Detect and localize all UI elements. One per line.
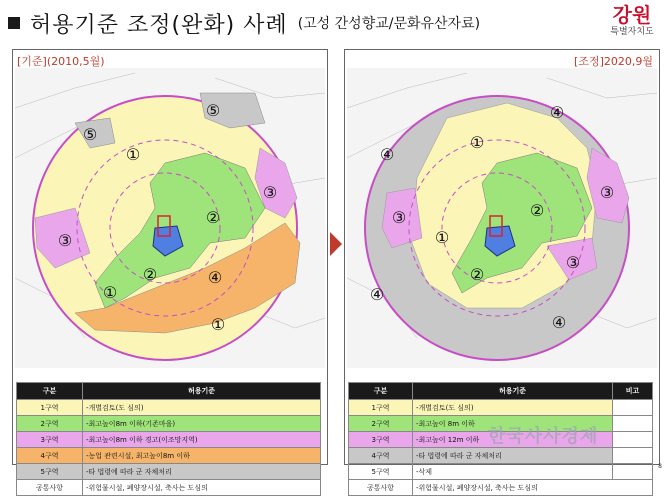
criteria-cell: -개별검토(도 심의) xyxy=(83,400,321,416)
zone-label-2a: ② xyxy=(205,208,221,227)
remarks-cell xyxy=(613,416,653,432)
zone-label-2b: ② xyxy=(142,265,158,284)
zone-label-5a: ⑤ xyxy=(205,101,221,120)
panel-before-label: [기준](2010,5월) xyxy=(17,55,105,68)
zone-label-2a: ② xyxy=(529,201,545,220)
table-row xyxy=(17,480,321,496)
zone-label-5b: ⑤ xyxy=(82,125,98,144)
criteria-cell: -농업 관련시설, 최고높이8m 이하 xyxy=(83,448,321,464)
zone-cell: 5구역 xyxy=(17,464,83,480)
zone-label-1b: ① xyxy=(102,283,118,302)
zoning-map-after xyxy=(347,68,657,368)
zone-cell: 5구역 xyxy=(349,464,413,480)
zone-cell: 4구역 xyxy=(349,448,413,464)
zone-label-1c: ① xyxy=(210,315,226,334)
zone-cell: 2구역 xyxy=(17,416,83,432)
zone-label-1b: ① xyxy=(434,228,450,247)
table-header-row xyxy=(349,383,653,400)
criteria-table-before xyxy=(16,382,321,496)
table-header-row xyxy=(17,383,321,400)
zone-cell: 2구역 xyxy=(349,416,413,432)
zone-cell: 4구역 xyxy=(17,448,83,464)
remarks-cell xyxy=(613,448,653,464)
zone-label-3c: ③ xyxy=(565,253,581,272)
criteria-cell: -위험물시설, 폐양장시설, 축사는 도심의 xyxy=(413,480,653,496)
logo-sub: 특별자치도 xyxy=(610,27,654,37)
zone-label-4b: ④ xyxy=(549,103,565,122)
zone-cell: 3구역 xyxy=(17,432,83,448)
criteria-cell: -타 법령에 따라 군 자체처리 xyxy=(83,464,321,480)
criteria-cell: -최고높이8m 이하(기존마을) xyxy=(83,416,321,432)
panel-after xyxy=(344,49,660,492)
table-header-zone: 구분 xyxy=(349,383,413,400)
zone-label-4a: ④ xyxy=(207,268,223,287)
zone-label-1a: ① xyxy=(125,145,141,164)
table-row xyxy=(349,400,653,416)
gangwon-logo xyxy=(610,4,654,46)
table-row xyxy=(17,432,321,448)
table-header-criteria: 허용기준 xyxy=(413,383,613,400)
table-row xyxy=(17,416,321,432)
criteria-cell: -위험물시설, 폐양장시설, 축사는 도심의 xyxy=(83,480,321,496)
zone-label-3a: ③ xyxy=(262,183,278,202)
zone-label-3b: ③ xyxy=(391,208,407,227)
panel-before xyxy=(12,49,328,492)
table-header-criteria: 허용기준 xyxy=(83,383,321,400)
table-header-zone: 구분 xyxy=(17,383,83,400)
title-bullet-icon xyxy=(8,17,20,29)
zone-label-3b: ③ xyxy=(57,231,73,250)
zone-cell: 공통사항 xyxy=(349,480,413,496)
zone-label-4a: ④ xyxy=(379,145,395,164)
zoning-map-before xyxy=(15,68,325,368)
zone-label-1a: ① xyxy=(469,133,485,152)
table-row xyxy=(349,448,653,464)
remarks-cell xyxy=(613,432,653,448)
table-row xyxy=(17,448,321,464)
criteria-cell: -최고높이8m 이하 경고(이조망지역) xyxy=(83,432,321,448)
title-sub: (고성 간성향교/문화유산자료) xyxy=(297,16,481,32)
table-header-remarks: 비고 xyxy=(613,383,653,400)
zone-label-3a: ③ xyxy=(599,183,615,202)
page-number: 8 xyxy=(658,463,662,470)
criteria-cell: -개별검토(도 심의) xyxy=(413,400,613,416)
zone-cell: 1구역 xyxy=(349,400,413,416)
table-row xyxy=(17,400,321,416)
slide-title xyxy=(8,8,480,38)
remarks-cell xyxy=(613,400,653,416)
arrow-right-icon xyxy=(330,232,342,256)
panel-after-label: [조정]2020,9월 xyxy=(574,55,653,68)
title-main: 허용기준 조정(완화) 사례 xyxy=(30,12,288,38)
zone-label-4d: ④ xyxy=(551,313,567,332)
criteria-cell: -삭제 xyxy=(413,464,613,480)
criteria-cell: -최고높이 8m 이하 xyxy=(413,416,613,432)
zone-cell: 1구역 xyxy=(17,400,83,416)
watermark: 한국사사경제 xyxy=(488,426,599,447)
table-row xyxy=(349,480,653,496)
zone-cell: 공통사항 xyxy=(17,480,83,496)
criteria-cell: -타 법령에 따라 군 자체처리 xyxy=(413,448,613,464)
criteria-cell: -최고높이 12m 이하 xyxy=(413,432,613,448)
zone-cell: 3구역 xyxy=(349,432,413,448)
zone-label-2b: ② xyxy=(469,265,485,284)
zone-label-4c: ④ xyxy=(369,285,385,304)
logo-mark: 강원 xyxy=(612,3,652,27)
